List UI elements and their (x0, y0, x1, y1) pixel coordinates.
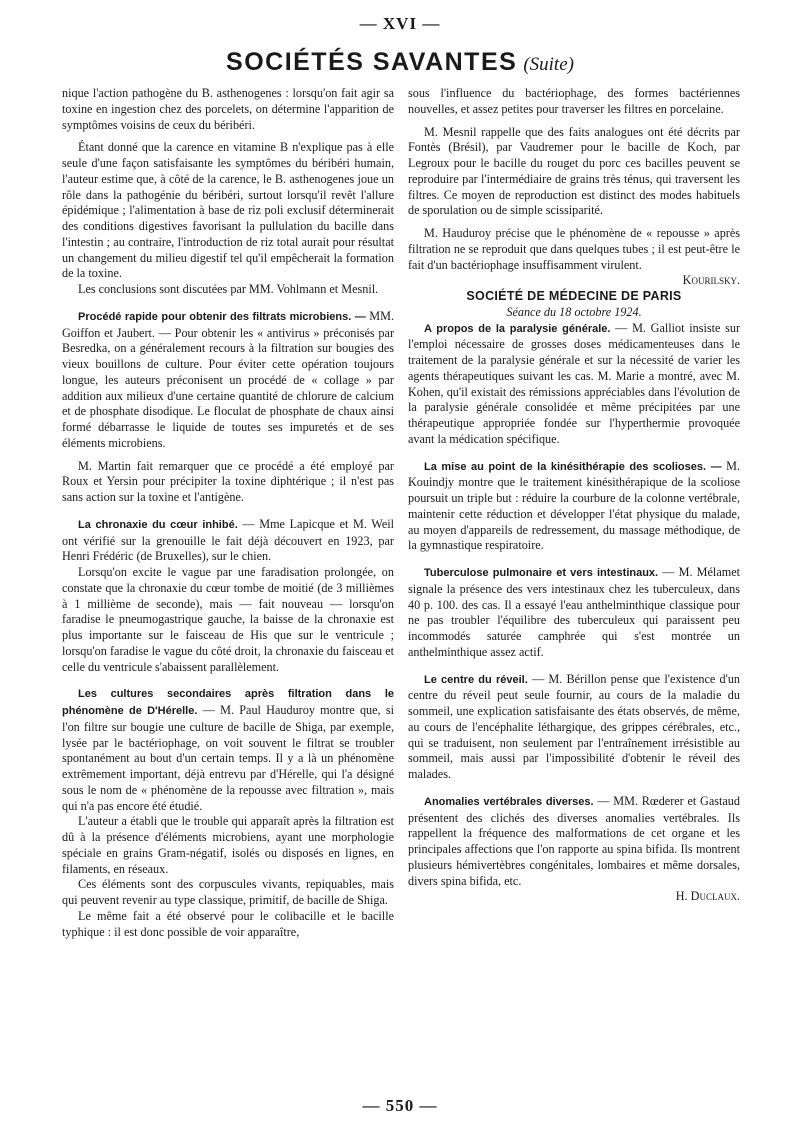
article-text: MM. Goiffon et Jaubert. — Pour obtenir les « antivirus » préconisés par Besredka, on a généralement recours à la filtration sur bougies des vieux bouillons de culture. Pour éviter cette opération toujours longue, les auteurs préconisent un procédé de « collage » par addition aux milieux d'une certaine quantité de chlorure de calcium et de phosphate disodique. Le floculat de phosphate de chaux ainsi formé débarrasse le liquide de toutes ses impuretés et de ses éléments microbiens. (62, 308, 394, 450)
article-rubric: La mise au point de la kinésithérapie des scolioses. — (424, 460, 722, 473)
paragraph: Étant donné que la carence en vitamine B n'explique pas à elle seule d'une façon satisfaisante les symptômes du béribéri humain, l'auteur estime que, à côté de la carence, le B. asthenogenes joue un rôle dans la pathogénie du béribéri, surtout lorsqu'il revêt l'allure épidémique ; l'alimentation à base de riz poli exclusif déterminerait des conditions digestives favorisant la pullulation du bacille dans l'intestin ; au contraire, l'introduction de riz total aurait pour résultat un changement du milieu digestif tel qu'il empêcherait la formation de la toxine. (62, 140, 394, 281)
paragraph: M. Martin fait remarquer que ce procédé a été employé par Roux et Yersin pour précipiter la toxine diphtérique ; il n'est pas sans action sur la toxine et l'antigène. (62, 458, 394, 504)
society-title: SOCIÉTÉ DE MÉDECINE DE PARIS (466, 289, 682, 303)
article-rubric: Procédé rapide pour obtenir des filtrats microbiens. — (78, 310, 366, 323)
page-roman-header: — XVI — (359, 14, 441, 33)
article-text: — MM. Rœderer et Gastaud présentent des clichés des diverses anomalies vertébrales. Ils rappellent la fréquence des malformations de cet organe et les principales affections que l'on rapporte au spina bifida. Ils montrent plusieurs hémivertèbres congénitales, lombaires et même dorsales, divers spina bifida, etc. (408, 793, 740, 888)
article-text: — M. Mélamet signale la présence des vers intestinaux chez les tuberculeux, dans 40 p. 100. des cas. Il a essayé l'eau anthelminthique classique pour ne pas troubler l'équilibre des tuberculeux qui paraissent peu incommodés saturée camphrée qui s'est montrée un anthelminthique assez actif. (408, 565, 740, 659)
article-rubric: Les cultures secondaires après filtration dans le phénomène de D'Hérelle. (62, 688, 394, 717)
page-number-footer: — 550 — (362, 1096, 438, 1115)
paragraph: L'auteur a établi que le trouble qui apparaît après la filtration est dû à la présence d'éléments microbiens, ayant une morphologie spéciale en grains Gram-négatif, isolés ou disposés en lignes, en filaments, en réseaux. (62, 814, 394, 876)
paragraph: Les conclusions sont discutées par MM. Vohlmann et Mesnil. (78, 282, 379, 296)
left-column (62, 86, 394, 940)
article-text: — M. Bérillon pense que l'existence d'un centre du réveil peut seule fournir, au cours de la maladie du sommeil, une explication satisfaisante des états observés, de même, au cours de l'encéphalite léthargique, des grippes cérébrales, etc., qui se traduisent, non seulement par l'entraînement irrésistible au sommeil, mais aussi par l'impossibilité d'obtenir le réveil des malades. (408, 671, 741, 781)
article-paragraph (408, 565, 740, 661)
article-paragraph (62, 686, 394, 814)
section-title-suite: (Suite) (523, 54, 574, 75)
article-text: — M. Galliot insiste sur l'emploi nécessaire de grosses doses médicamenteuses dans le traitement de la paralysie générale et sur la nécessité de varier les agents thérapeutiques suivant les cas. M. Marie a montré, avec M. Kohen, qu'il existait des rémissions appréciables dans l'évolution de la paralysie générale consolidée et même précipitées par une thérapeutique appropriée fondée sur l'hyperthermie provoquée avant la médication spécifique. (408, 320, 740, 446)
article-paragraph (408, 459, 740, 555)
section-title-main: SOCIÉTÉS SAVANTES (226, 48, 518, 76)
article-rubric: La chronaxie du cœur inhibé. (78, 518, 238, 531)
section-title (0, 48, 800, 77)
article-paragraph (62, 517, 394, 565)
signature: H. Duclaux. (675, 889, 740, 904)
article-paragraph (408, 321, 740, 448)
paragraph: nique l'action pathogène du B. asthenogenes : lorsqu'on fait agir sa toxine en ingestion chez des porcelets, on détermine l'apparition de symptômes voisins de ceux du béribéri. (62, 86, 394, 132)
right-column (408, 86, 740, 905)
article-rubric: Tuberculose pulmonaire et vers intestinaux. (424, 567, 659, 579)
article-paragraph (408, 672, 740, 783)
article-rubric: Le centre du réveil. (424, 673, 528, 686)
signature: Kourilsky. (682, 273, 740, 288)
session-date: Séance du 18 octobre 1924. (506, 304, 642, 319)
paragraph: M. Mesnil rappelle que des faits analogues ont été décrits par Fontès (Brésil), par Vaudremer pour le bacille de Koch, par Legroux pour le bacille du rouget du porc ces bacilles peuvent se reproduire par l'intermédiaire de grains très ténus, qui traversent les filtres. Ce moyen de reproduction est distinct des modes habituels de sporulation ou de simple scissiparité. (408, 124, 740, 218)
paragraph: Ces éléments sont des corpuscules vivants, repiquables, mais qui peuvent revenir au type classique, primitif, de bacille de Shiga. (62, 877, 394, 907)
paragraph: M. Hauduroy précise que le phénomène de « repousse » après filtration ne se reproduit que dans quelques tubes ; il est peut-être le fait d'un bactériophage insuffisamment virulent. (408, 226, 740, 272)
article-paragraph (62, 309, 394, 452)
article-text: — M. Paul Hauduroy montre que, si l'on filtre sur bougie une culture de bacille de Shiga, par exemple, lysée par le bactériophage, on voit souvent le filtrat se troubler spontanément au bout d'un certain temps. Il y a là un phénomène extrêmement important, déjà entrevu par d'Hérelle, qui l'a désigné sous le nom de « phénomène de la repousse avec filtration », mais qui n'a pas encore été étudié. (62, 703, 394, 813)
paragraph: Le même fait a été observé pour le colibacille et le bacille typhique : il est donc possible de voir apparaître, (62, 908, 394, 939)
article-text: M. Kouindjy montre que le traitement kinésithérapique de la scoliose poursuit un triple but : réduire la courbure de la colonne vertébrale, maintenir cette réduction et développer l'état physique du malade, au moyen d'appareils de redressement, du massage méthodique, de la gymnastique respiratoire. (408, 458, 741, 553)
paragraph: Lorsqu'on excite le vague par une faradisation prolongée, on constate que la chronaxie du cœur tombe de moitié (de 3 millièmes à 1 millième de seconde), mais — fait nouveau — lorsqu'on faradise le pneumogastrique gauche, la baisse de la chronaxie est plus importante sur le faisceau de His que sur le ventricule ; lorsqu'on faradise le vague du côté droit, la chronaxie du faisceau et celle du ventricule s'abaissent parallèlement. (62, 565, 394, 674)
article-paragraph (408, 794, 740, 890)
article-text: — Mme Lapicque et M. Weil ont vérifié sur la grenouille le fait déjà découvert en 1923, par Henri Frédéric (de Bruxelles), sur le chien. (62, 516, 394, 564)
article-rubric: A propos de la paralysie générale. (424, 322, 611, 335)
paragraph: sous l'influence du bactériophage, des formes bactériennes nouvelles, et assez petites pour traverser les filtres en porcelaine. (408, 86, 740, 116)
article-rubric: Anomalies vertébrales diverses. (424, 795, 594, 808)
